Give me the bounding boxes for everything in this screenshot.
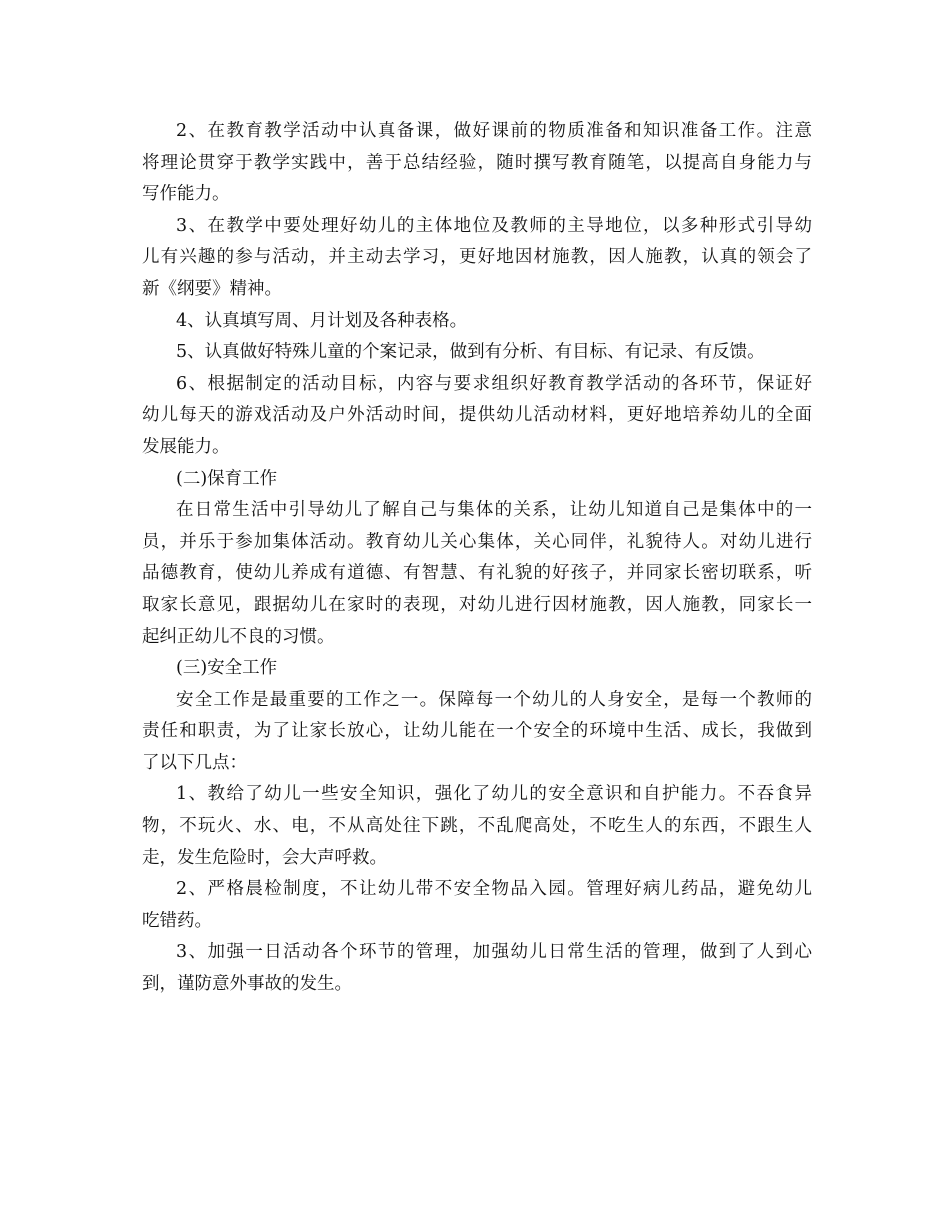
text-line: 3、加强一日活动各个环节的管理，加强幼儿日常生活的管理，做到了人到心 xyxy=(176,942,812,963)
text-line: 了以下几点： xyxy=(142,752,247,773)
text-line: 员，并乐于参加集体活动。教育幼儿关心集体，关心同伴，礼貌待人。对幼儿进行 xyxy=(142,531,812,552)
text-line: 到，谨防意外事故的发生。 xyxy=(142,974,352,995)
text-line: 起纠正幼儿不良的习惯。 xyxy=(142,626,335,647)
text-line: (三)安全工作 xyxy=(176,658,278,679)
text-line: 走，发生危险时，会大声呼救。 xyxy=(142,847,387,868)
text-line: 幼儿每天的游戏活动及户外活动时间，提供幼儿活动材料，更好地培养幼儿的全面 xyxy=(142,405,812,426)
text-line: 责任和职责，为了让家长放心，让幼儿能在一个安全的环境中生活、成长，我做到 xyxy=(142,721,812,742)
text-line: 6、根据制定的活动目标，内容与要求组织好教育教学活动的各环节，保证好 xyxy=(176,373,812,394)
text-line: 写作能力。 xyxy=(142,184,230,205)
text-line: 发展能力。 xyxy=(142,436,230,457)
text-line: 吃错药。 xyxy=(142,910,212,931)
text-line: 2、在教育教学活动中认真备课，做好课前的物质准备和知识准备工作。注意 xyxy=(176,121,812,141)
text-line: 儿有兴趣的参与活动，并主动去学习，更好地因材施教，因人施教，认真的领会了 xyxy=(142,247,812,268)
text-line: 取家长意见，跟据幼儿在家时的表现，对幼儿进行因材施教，因人施教，同家长一 xyxy=(142,594,812,615)
text-line: 物，不玩火、水、电，不从高处往下跳，不乱爬高处，不吃生人的东西，不跟生人 xyxy=(142,816,812,837)
text-line: 2、严格晨检制度，不让幼儿带不安全物品入园。管理好病儿药品，避免幼儿 xyxy=(176,879,812,900)
text-line: 将理论贯穿于教学实践中，善于总结经验，随时撰写教育随笔，以提高自身能力与 xyxy=(142,152,812,173)
text-line: 3、在教学中要处理好幼儿的主体地位及教师的主导地位，以多种形式引导幼 xyxy=(176,215,812,236)
document-body xyxy=(142,116,812,1001)
text-line: 品德教育，使幼儿养成有道德、有智慧、有礼貌的好孩子，并同家长密切联系，听 xyxy=(142,563,812,584)
text-line: 5、认真做好特殊儿童的个案记录，做到有分析、有目标、有记录、有反馈。 xyxy=(176,342,765,363)
text-line: (二)保育工作 xyxy=(176,468,278,489)
text-line: 安全工作是最重要的工作之一。保障每一个幼儿的人身安全，是每一个教师的 xyxy=(176,689,812,710)
text-line: 新《纲要》精神。 xyxy=(142,278,282,299)
text-line: 1、教给了幼儿一些安全知识，强化了幼儿的安全意识和自护能力。不吞食异 xyxy=(176,784,812,805)
text-line: 4、认真填写周、月计划及各种表格。 xyxy=(176,310,468,331)
text-line: 在日常生活中引导幼儿了解自己与集体的关系，让幼儿知道自己是集体中的一 xyxy=(176,500,812,521)
